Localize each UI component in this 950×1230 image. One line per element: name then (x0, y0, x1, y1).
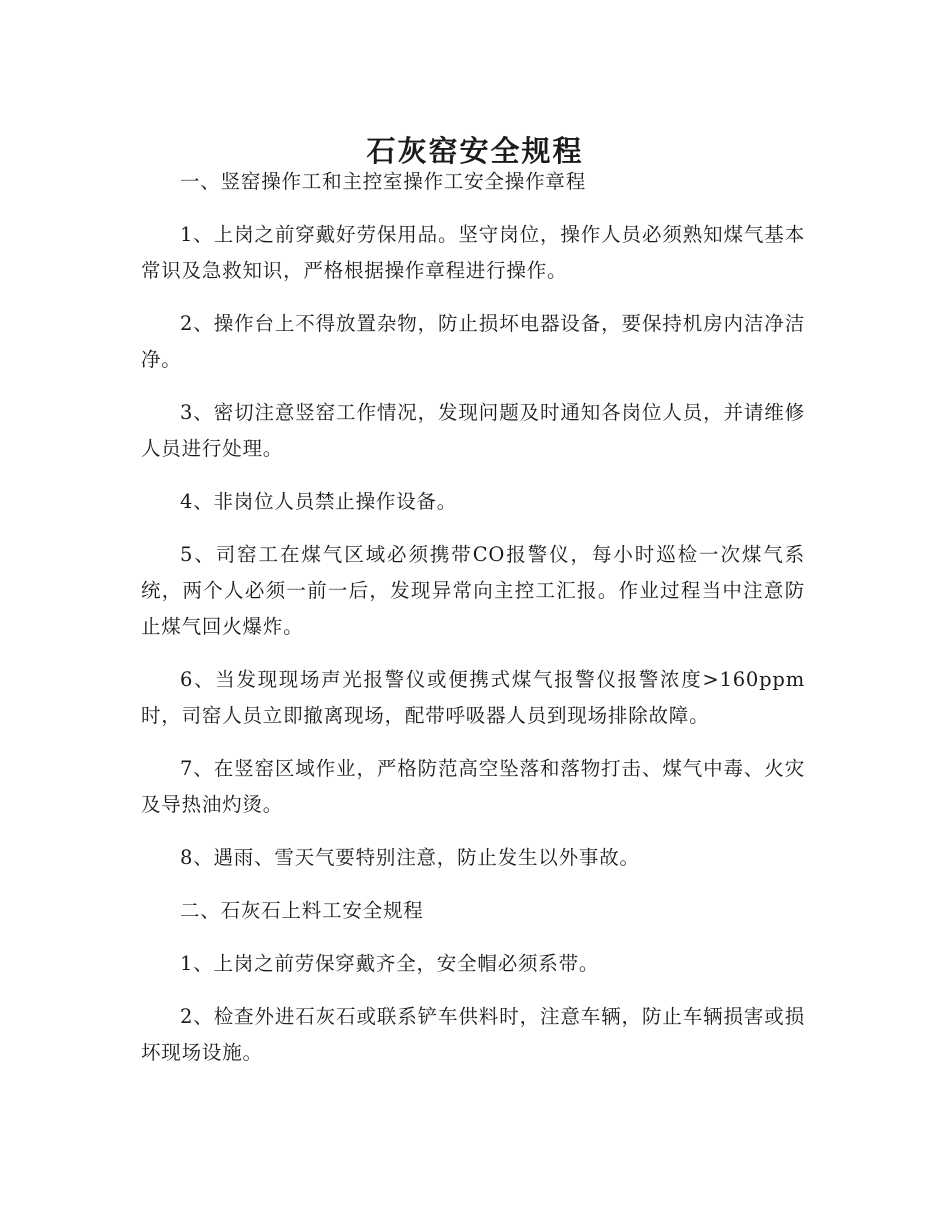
paragraph: 2、检查外进石灰石或联系铲车供料时，注意车辆，防止车辆损害或损坏现场设施。 (141, 1005, 805, 1064)
paragraph: 3、密切注意竖窑工作情况，发现问题及时通知各岗位人员，并请维修人员进行处理。 (141, 401, 805, 460)
paragraph: 1、上岗之前劳保穿戴齐全，安全帽必须系带。 (180, 952, 600, 975)
paragraph: 8、遇雨、雪天气要特别注意，防止发生以外事故。 (180, 846, 640, 869)
paragraph: 1、上岗之前穿戴好劳保用品。坚守岗位，操作人员必须熟知煤气基本常识及急救知识，严格根据操作章程进行操作。 (141, 223, 805, 282)
section-heading-1: 一、竖窑操作工和主控室操作工安全操作章程 (180, 170, 587, 193)
section-heading-2: 二、石灰石上料工安全规程 (180, 899, 424, 922)
paragraph: 6、当发现现场声光报警仪或便携式煤气报警仪报警浓度>160ppm时，司窑人员立即撤离现场，配带呼吸器人员到现场排除故障。 (141, 668, 805, 727)
paragraph: 4、非岗位人员禁止操作设备。 (180, 490, 458, 513)
paragraph: 2、操作台上不得放置杂物，防止损坏电器设备，要保持机房内洁净洁净。 (141, 312, 805, 371)
paragraph: 5、司窑工在煤气区域必须携带CO报警仪，每小时巡检一次煤气系统，两个人必须一前一后，发现异常向主控工汇报。作业过程当中注意防止煤气回火爆炸。 (141, 543, 805, 638)
paragraph: 7、在竖窑区域作业，严格防范高空坠落和落物打击、煤气中毒、火灾及导热油灼烫。 (141, 757, 805, 816)
document-title: 石灰窑安全规程 (366, 134, 584, 169)
document-body (141, 164, 805, 1088)
